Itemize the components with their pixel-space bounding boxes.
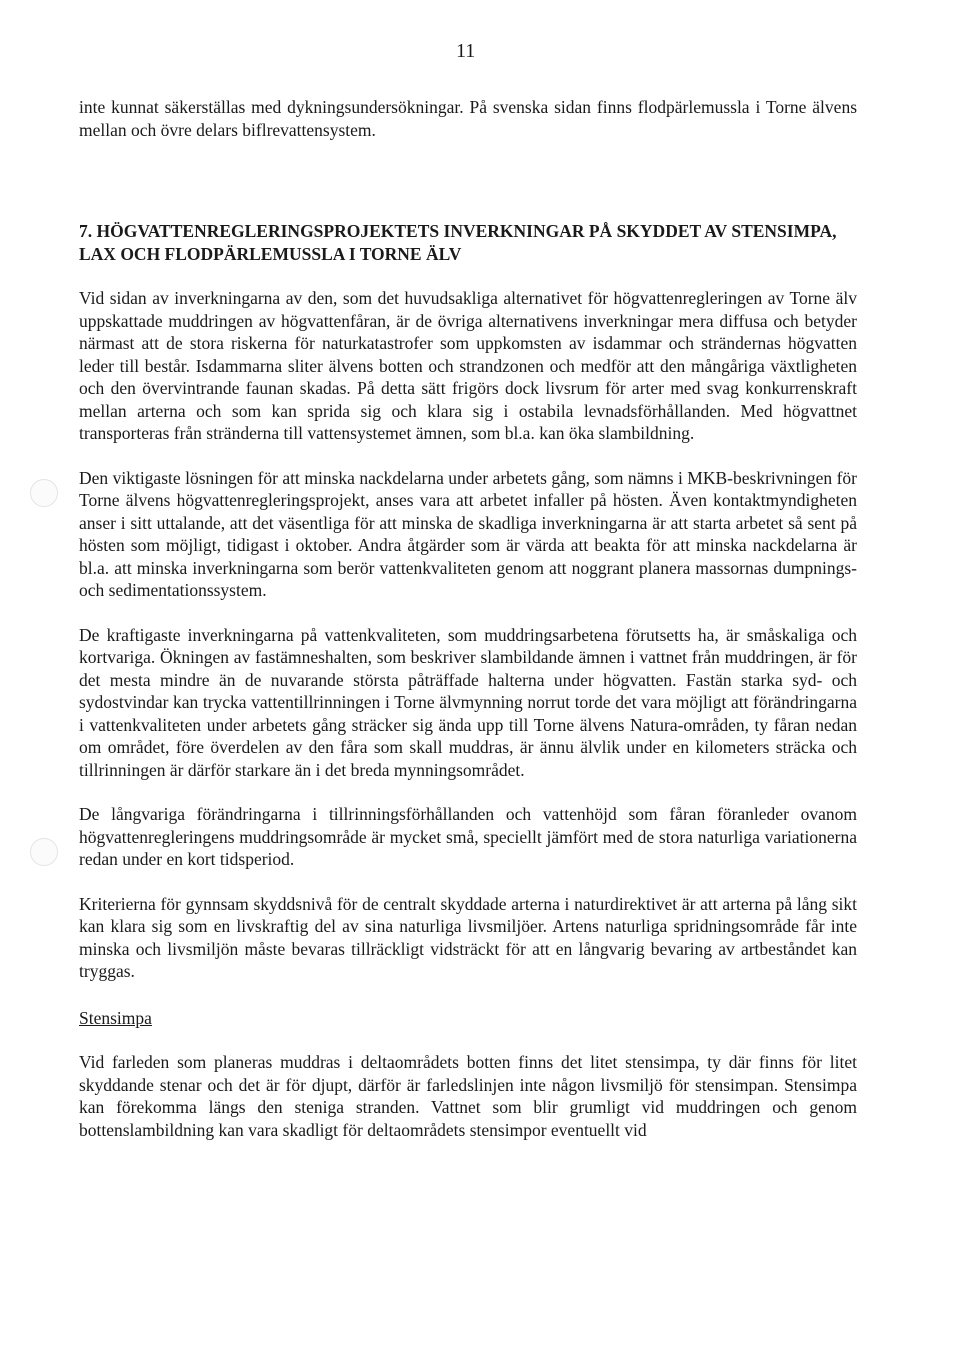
subsection-heading: Stensimpa bbox=[79, 1007, 152, 1028]
paragraph-5: Kriterierna för gynnsam skyddsnivå för de centralt skyddade arterna i naturdirektivet är att arterna på lång sikt kan klara sig som en livskraftig del av sina naturliga livsmiljöer. Artens naturliga spridningsområde får inte minska och livsmiljön måste bevaras tillräckligt vidsträckt för att en långvarig bevaring av artbeståndet kan tryggas. bbox=[79, 893, 857, 981]
page-number: 11 bbox=[456, 40, 476, 62]
paragraph-intro: inte kunnat säkerställas med dykningsundersökningar. På svenska sidan finns flodpärlemussla i Torne älvens mellan och övre delars biflrevattensystem. bbox=[79, 97, 857, 140]
paragraph-3: De kraftigaste inverkningarna på vattenkvaliteten, som muddringsarbetena förutsetts ha, är småskaliga och kortvariga. Ökningen av fastämneshalten, som beskriver slambildande ämnen i vattnet från muddringen, är för det mesta mindre än de nuvarande största påträffade halterna under högvatten. Fastän starka syd- och sydostvindar kan trycka vattentillrinningen i Torne älvmynning norrut torde det vara möjligt att förändringarna i vattenkvaliteten under arbetets gång sträcker sig ända upp till Torne älvens Natura-områden, ty fåran nedan om området, före överdelen av den fåra som skall muddras, är ännu älvlik under en kilometers sträcka och tillrinningen är därför starkare än i det breda mynningsområdet. bbox=[79, 624, 857, 780]
section-heading: 7. HÖGVATTENREGLERINGSPROJEKTETS INVERKNINGAR PÅ SKYDDET AV STENSIMPA, LAX OCH FLODPÄRLEMUSSLA I TORNE ÄLV bbox=[79, 221, 837, 264]
punch-hole-mark bbox=[30, 838, 58, 866]
document-body bbox=[79, 96, 857, 1163]
paragraph-2: Den viktigaste lösningen för att minska nackdelarna under arbetets gång, som nämns i MKB-beskrivningen för Torne älvens högvattenregleringsprojekt, anses vara att arbetet infaller på hösten. Även kontaktmyndigheten anser i sitt uttalande, att det väsentliga för att minska de skadliga inverkningarna är att starta arbetet så sent på hösten som möjligt, tidigast i oktober. Andra åtgärder som är värda att beakta för att minska nackdelarna är bl.a. att minska inverkningarna som berör vattenkvaliteten genom att noggrant planera massornas dumpnings- och sedimentationssystem. bbox=[79, 467, 857, 600]
paragraph-1: Vid sidan av inverkningarna av den, som det huvudsakliga alternativet för högvattenregleringen av Torne älv uppskattade muddringen av högvattenfåran, är de övriga alternativens inverkningar mera diffusa och betyder närmast att de stora riskerna för naturkatastrofer som uppkomsten av isdammar och strändernas högvatten leder till består. Isdammarna sliter älvens botten och strandzonen och medför att den mångåriga växtligheten och den övervintrande faunan skadas. På detta sätt frigörs dock livsrum för arter med svag konkurrenskraft mellan arterna och som kan sprida sig och klara sig i ostabila levnadsförhållanden. Med högvattnet transporteras från stränderna till vattensystemet ämnen, som bl.a. kan öka slambildning. bbox=[79, 288, 857, 443]
punch-hole-mark bbox=[30, 479, 58, 507]
paragraph-6: Vid farleden som planeras muddras i deltaområdets botten finns det litet stensimpa, ty där finns för litet skyddande stenar och det är för djupt, därför är farledslinjen inte någon livsmiljö för stensimpan. Stensimpa kan förekomma längs den steniga stranden. Vattnet som blir grumligt vid muddringen och genom bottenslambildning kan vara skadligt för deltaområdets stensimpor eventuellt vid bbox=[79, 1052, 857, 1140]
paragraph-4: De långvariga förändringarna i tillrinningsförhållanden och vattenhöjd som fåran föranleder ovanom högvattenregleringens muddringsområde är mycket små, speciellt jämfört med de stora naturliga variationerna redan under en kort tidsperiod. bbox=[79, 804, 857, 869]
